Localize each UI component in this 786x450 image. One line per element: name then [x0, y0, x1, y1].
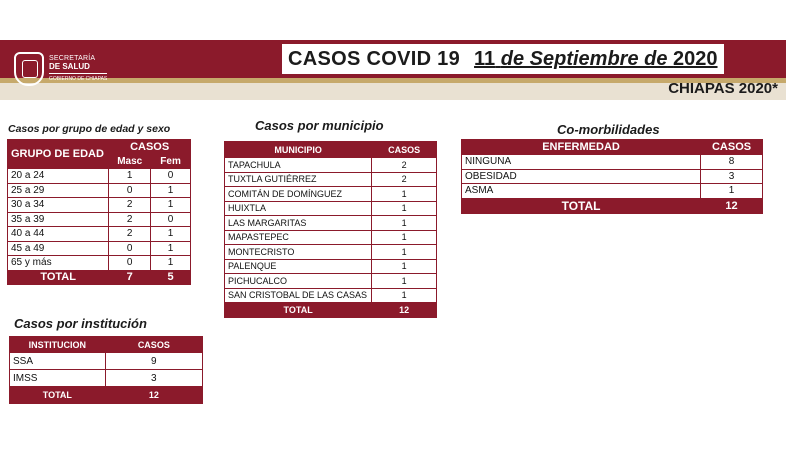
table-row: ASMA 1	[462, 184, 763, 199]
logo-line-3: GOBIERNO DE CHIAPAS	[49, 73, 107, 83]
table-row: 65 y más 0 1	[8, 256, 191, 271]
table-row: MONTECRISTO 1	[225, 245, 437, 260]
table-row: HUIXTLA 1	[225, 201, 437, 216]
col-header-male: Masc	[109, 154, 151, 169]
col-header-institucion: INSTITUCION	[10, 337, 106, 353]
table-row: TAPACHULA 2	[225, 158, 437, 173]
institution-table	[9, 336, 203, 404]
logo-line-1: SECRETARÍA	[49, 55, 96, 62]
table-row: PALENQUE 1	[225, 259, 437, 274]
date-day: 11	[474, 47, 496, 70]
municipio-table-title: Casos por municipio	[255, 118, 384, 133]
municipio-table	[224, 141, 437, 318]
table-row: OBESIDAD 3	[462, 169, 763, 184]
table-row: LAS MARGARITAS 1	[225, 216, 437, 231]
col-header-municipio: MUNICIPIO	[225, 142, 372, 158]
table-row: 35 a 39 2 0	[8, 212, 191, 227]
comorb-table-title: Co-morbilidades	[557, 122, 660, 137]
col-header-enfermedad: ENFERMEDAD	[462, 140, 701, 155]
date-month: de Septiembre de	[500, 47, 668, 70]
table-row: TUXTLA GUTIÉRREZ 2	[225, 172, 437, 187]
table-row: SSA 9	[10, 353, 203, 370]
col-header-cases: CASOS	[105, 337, 202, 353]
col-header-cases: CASOS	[701, 140, 763, 155]
report-title	[282, 44, 724, 74]
comorbidity-table	[461, 139, 763, 214]
col-header-cases: CASOS	[109, 140, 191, 155]
region-label: CHIAPAS 2020*	[668, 80, 778, 97]
total-row: TOTAL 12	[225, 303, 437, 318]
table-row: 45 a 49 0 1	[8, 241, 191, 256]
total-row: TOTAL 12	[462, 198, 763, 213]
col-header-group: GRUPO DE EDAD	[8, 140, 109, 169]
table-row: 20 a 24 1 0	[8, 169, 191, 184]
logo-line-2: DE SALUD	[49, 62, 90, 71]
table-row: COMITÁN DE DOMÍNGUEZ 1	[225, 187, 437, 202]
table-row: IMSS 3	[10, 370, 203, 387]
title-text: CASOS COVID 19	[288, 47, 461, 70]
title-date	[474, 48, 718, 71]
table-row: MAPASTEPEC 1	[225, 230, 437, 245]
secretaria-logo	[14, 42, 126, 96]
age-table-title: Casos por grupo de edad y sexo	[8, 123, 171, 135]
table-row: PICHUCALCO 1	[225, 274, 437, 289]
report-header	[0, 40, 786, 100]
seal-icon	[14, 52, 44, 86]
table-row: SAN CRISTOBAL DE LAS CASAS 1	[225, 288, 437, 303]
institution-table-title: Casos por institución	[14, 316, 147, 331]
col-header-female: Fem	[151, 154, 191, 169]
age-sex-table	[7, 139, 191, 285]
total-row: TOTAL 7 5	[8, 270, 191, 285]
table-row: 25 a 29 0 1	[8, 183, 191, 198]
table-row: 40 a 44 2 1	[8, 227, 191, 242]
total-row: TOTAL 12	[10, 387, 203, 404]
table-row: NINGUNA 8	[462, 155, 763, 170]
col-header-cases: CASOS	[372, 142, 437, 158]
date-year: 2020	[673, 47, 718, 70]
table-row: 30 a 34 2 1	[8, 198, 191, 213]
